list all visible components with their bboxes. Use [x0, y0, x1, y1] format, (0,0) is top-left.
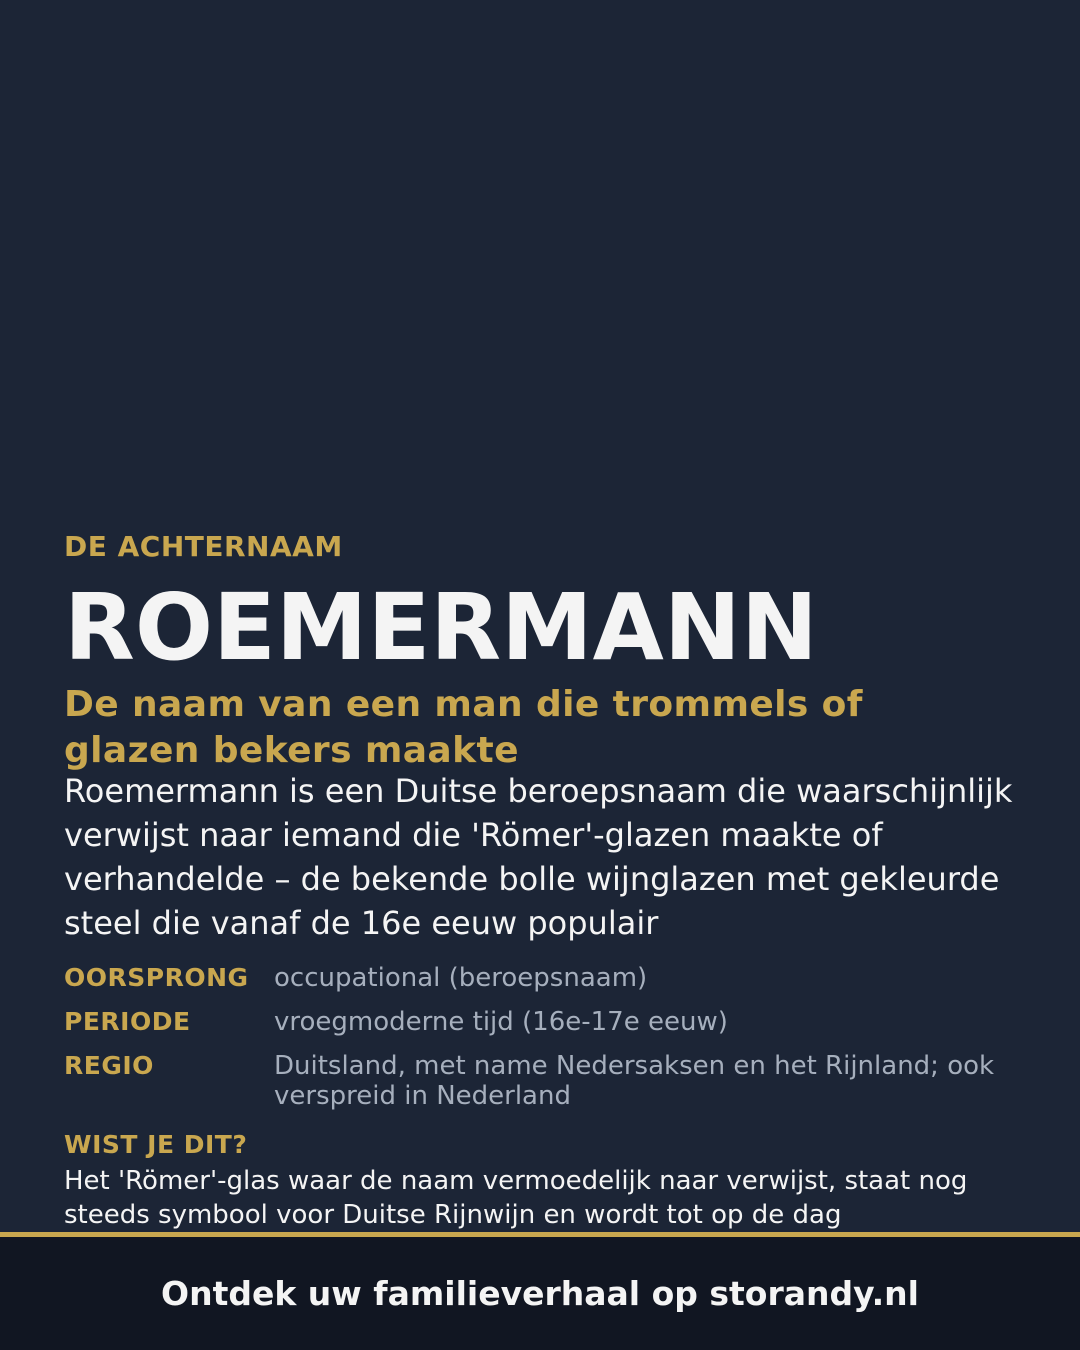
footer-bar: [0, 1232, 1080, 1350]
did-you-know-text: Het 'Römer'-glas waar de naam vermoedelijk naar verwijst, staat nog steeds symbool voor Duitse Rijnwijn en wordt tot op de dag: [64, 1166, 968, 1230]
fact-row-origin: [64, 963, 1014, 993]
surname-facts: [64, 963, 1014, 1125]
fact-row-region: [64, 1051, 1014, 1111]
surname-tagline: De naam van een man die trommels of glazen bekers maakte: [64, 684, 863, 771]
region-value: Duitsland, met name Nedersaksen en het Rijnland; ook verspreid in Nederland: [274, 1051, 995, 1111]
period-label: PERIODE: [64, 1007, 191, 1036]
origin-value: occupational (beroepsnaam): [274, 963, 648, 993]
region-label: REGIO: [64, 1051, 154, 1080]
origin-label: OORSPRONG: [64, 963, 249, 992]
surname-description: Roemermann is een Duitse beroepsnaam die waarschijnlijk verwijst naar iemand die 'Römer'-glazen maakte of verhandelde – de bekende bolle wijnglazen met gekleurde steel die vanaf de 16e eeuw populair: [64, 772, 1013, 942]
fact-row-period: [64, 1007, 1014, 1037]
did-you-know-title: WIST JE DIT?: [64, 1130, 248, 1159]
period-value: vroegmoderne tijd (16e-17e eeuw): [274, 1007, 728, 1037]
surname-title: ROEMERMANN: [64, 574, 818, 681]
footer-cta: Ontdek uw familieverhaal op storandy.nl: [161, 1273, 919, 1313]
eyebrow-label: DE ACHTERNAAM: [64, 530, 343, 563]
